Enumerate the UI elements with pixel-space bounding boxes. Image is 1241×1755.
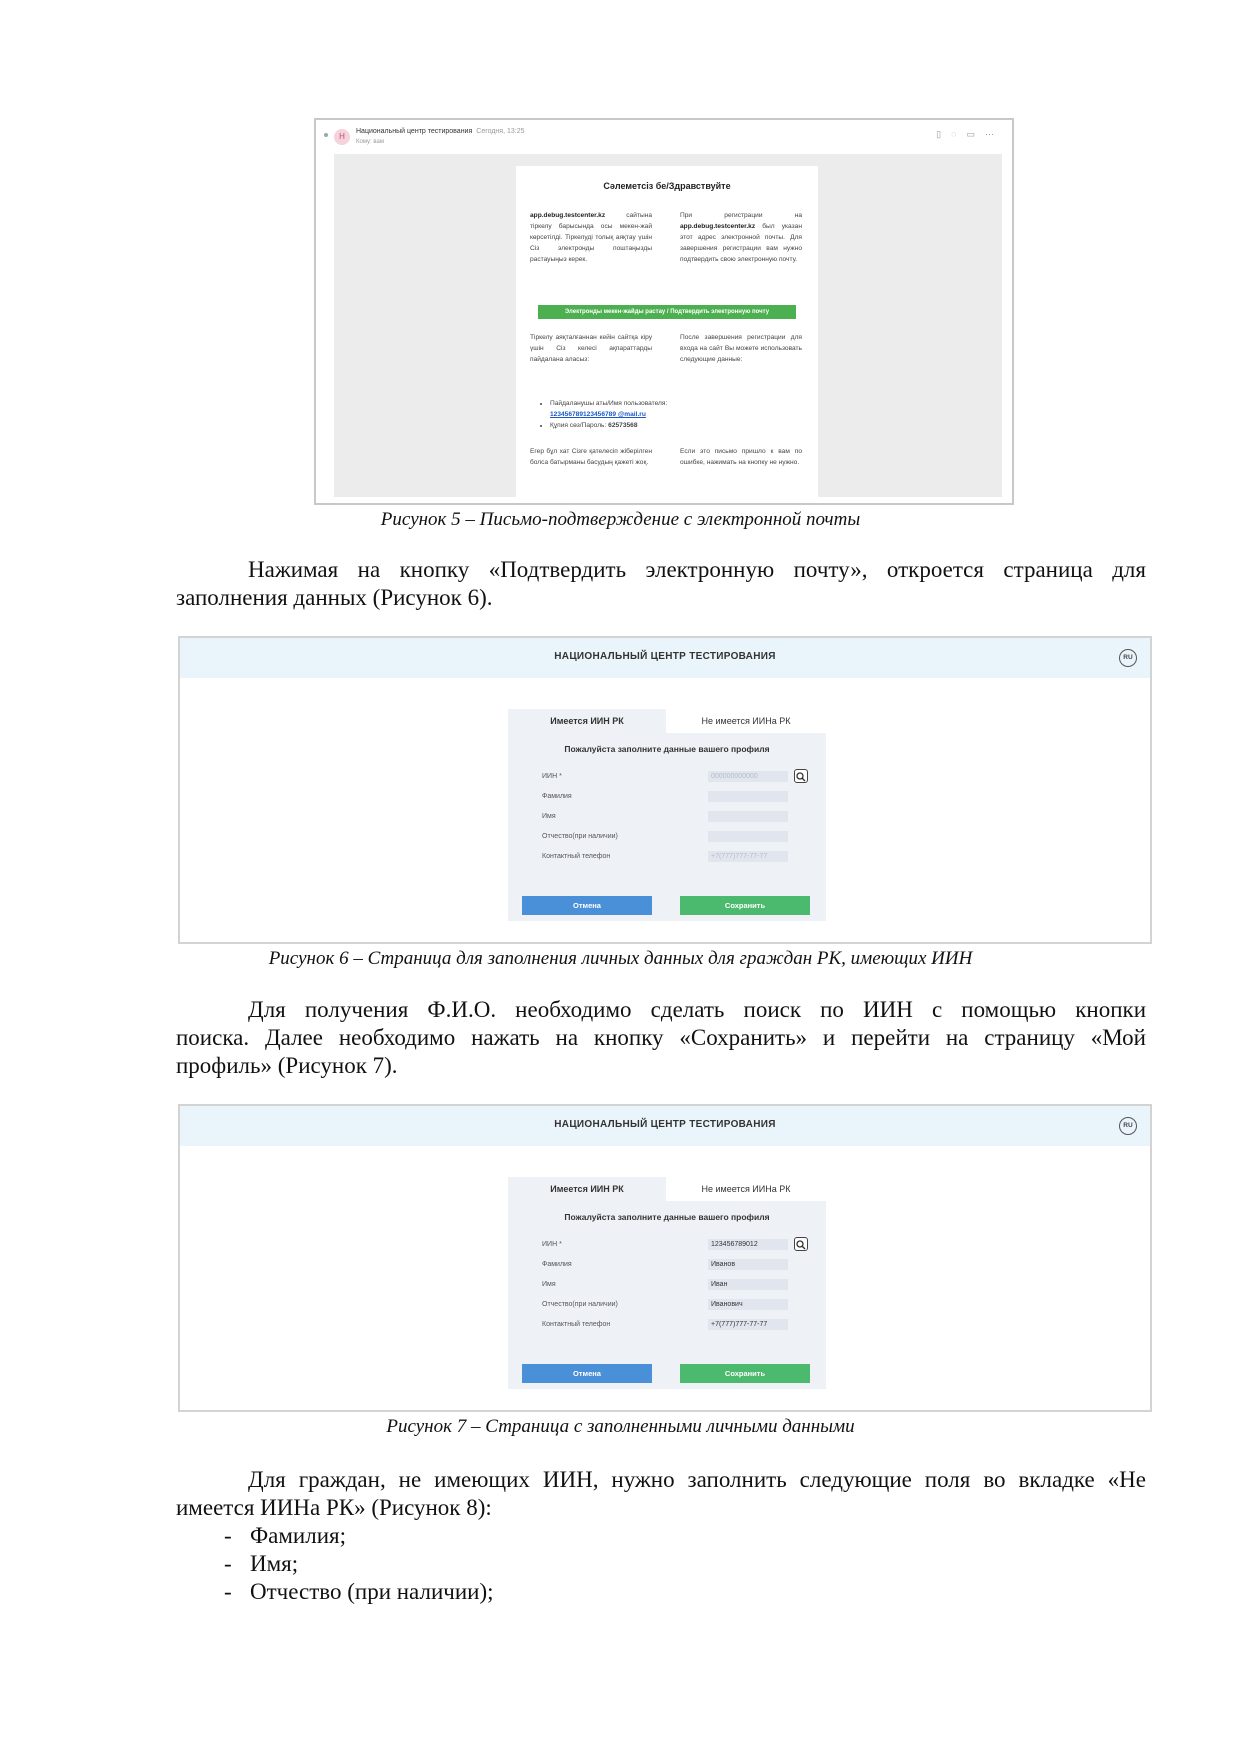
paragraph-2: Для получения Ф.И.О. необходимо сделать поиск по ИИН с помощью кнопки поиска. Далее необходимо нажать на кнопку «Сохранить» и перейти на страницу «Мой профиль» (Рисунок 7). — [176, 997, 1146, 1078]
iin-search-button[interactable] — [794, 1237, 808, 1251]
list-item: - Отчество (при наличии); — [224, 1579, 494, 1604]
save-button[interactable]: Сохранить — [680, 896, 810, 915]
iin-search-button[interactable] — [794, 769, 808, 783]
name-row — [542, 1279, 822, 1293]
surname-label: Фамилия — [542, 793, 572, 800]
name-label: Имя — [542, 813, 556, 820]
name-input[interactable] — [708, 1279, 788, 1290]
kz-site-link: app.debug.testcenter.kz — [530, 212, 606, 219]
iin-input[interactable] — [708, 1239, 788, 1250]
ru-intro-text: При регистрации на app.debug.testcenter.kz был указан этот адрес электронной почты. Для завершения регистрации вам нужно подтвердить свою электронную почту. — [680, 212, 802, 263]
comment-icon[interactable]: ◌ — [951, 129, 967, 139]
figure-7-caption: Рисунок 7 – Страница с заполненными личными данными — [386, 1416, 855, 1437]
patronymic-label: Отчество(при наличии) — [542, 1301, 618, 1308]
ru-after-text: После завершения регистрации для входа на сайт Вы можете использовать следующие данные: — [680, 334, 802, 363]
profile-form — [508, 733, 826, 921]
patronymic-label: Отчество(при наличии) — [542, 833, 618, 840]
paragraph-1: Нажимая на кнопку «Подтвердить электронную почту», откроется страница для заполнения данных (Рисунок 6). — [176, 557, 1146, 610]
name-row — [542, 811, 822, 825]
profile-form — [508, 1201, 826, 1389]
figure-5-email-screenshot — [314, 118, 1014, 505]
archive-icon[interactable]: ▭ — [966, 129, 985, 139]
kz-intro-text: app.debug.testcenter.kz сайтына тіркелу барысында осы мекен-жай көрсетілді. Тіркелуді толық аяқтау үшін Сіз электронды поштаңызды растауыңыз керек. — [530, 212, 652, 263]
credentials-list — [530, 398, 667, 431]
iin-input[interactable] — [708, 771, 788, 782]
phone-label: Контактный телефон — [542, 853, 611, 860]
app-brand: НАЦИОНАЛЬНЫЙ ЦЕНТР ТЕСТИРОВАНИЯ — [554, 1119, 776, 1130]
sender-name: Национальный центр тестирования — [356, 128, 473, 135]
profile-panel — [508, 1177, 826, 1389]
email-toolbar — [936, 129, 1004, 140]
confirm-email-button[interactable]: Электронды мекен-жайды растау / Подтвердить электронную почту — [538, 305, 796, 319]
search-icon — [795, 1239, 807, 1251]
save-button[interactable]: Сохранить — [680, 1364, 810, 1383]
sent-time: Сегодня, 13:25 — [476, 128, 525, 135]
email-greeting: Сәлеметсіз бе/Здравствуйте — [603, 181, 731, 191]
surname-label: Фамилия — [542, 1261, 572, 1268]
figure-6-screenshot — [178, 636, 1152, 944]
name-input[interactable] — [708, 811, 788, 822]
list-item: - Имя; — [224, 1551, 299, 1576]
figure-7-screenshot — [178, 1104, 1152, 1412]
patronymic-row — [542, 1299, 822, 1313]
email-body-background — [334, 154, 1002, 497]
figure-6-caption: Рисунок 6 – Страница для заполнения личных данных для граждан РК, имеющих ИИН — [268, 948, 973, 969]
more-icon[interactable]: ⋯ — [985, 129, 1004, 139]
username-item: • Пайдаланушы аты/Имя пользователя: 123456789123456789 @mail.ru — [550, 398, 667, 420]
surname-row — [542, 791, 822, 805]
search-icon — [795, 771, 807, 783]
app-brand: НАЦИОНАЛЬНЫЙ ЦЕНТР ТЕСТИРОВАНИЯ — [554, 651, 776, 662]
patronymic-input[interactable] — [708, 1299, 788, 1310]
tab-no-iin[interactable]: Не имеется ИИНа РК — [666, 709, 826, 733]
email-sender — [356, 128, 525, 135]
iin-label: ИИН * — [542, 773, 562, 780]
cancel-button[interactable]: Отмена — [522, 1364, 652, 1383]
required-fields-list — [224, 1522, 494, 1606]
email-header — [316, 120, 1012, 154]
kz-after-text: Тіркелу аяқталғаннан кейін сайтқа кіру үшін Сіз келесі ақпараттарды пайдалана аласыз: — [530, 334, 652, 363]
unread-dot-icon — [324, 133, 328, 137]
username-link[interactable]: 123456789123456789 @mail.ru — [550, 411, 646, 418]
list-item: - Фамилия; — [224, 1523, 346, 1548]
email-card — [516, 166, 818, 497]
bookmark-icon[interactable]: ▯ — [936, 129, 952, 139]
iin-label: ИИН * — [542, 1241, 562, 1248]
figure-5-caption: Рисунок 5 – Письмо-подтверждение с электронной почты — [380, 509, 861, 530]
phone-label: Контактный телефон — [542, 1321, 611, 1328]
patronymic-row — [542, 831, 822, 845]
tab-has-iin[interactable]: Имеется ИИН РК — [508, 709, 666, 733]
iin-row — [542, 1239, 822, 1253]
name-label: Имя — [542, 1281, 556, 1288]
ru-site-link: app.debug.testcenter.kz — [680, 223, 756, 230]
password-item: • Құпия сөз/Пароль: 62573568 — [550, 420, 667, 431]
language-switcher[interactable]: RU — [1119, 649, 1137, 667]
form-title: Пожалуйста заполните данные вашего профиля — [564, 744, 770, 754]
phone-row — [542, 851, 822, 865]
sender-avatar: Н — [334, 129, 350, 145]
email-recipient: Кому: вам — [356, 139, 384, 145]
app-header — [180, 1106, 1150, 1146]
language-switcher[interactable]: RU — [1119, 1117, 1137, 1135]
iin-row — [542, 771, 822, 785]
tab-no-iin[interactable]: Не имеется ИИНа РК — [666, 1177, 826, 1201]
tab-has-iin[interactable]: Имеется ИИН РК — [508, 1177, 666, 1201]
ru-footer-text: Если это письмо пришло к вам по ошибке, нажимать на кнопку не нужно. — [680, 448, 802, 466]
cancel-button[interactable]: Отмена — [522, 896, 652, 915]
paragraph-3: Для граждан, не имеющих ИИН, нужно заполнить следующие поля во вкладке «Не имеется ИИНа РК» (Рисунок 8): — [176, 1467, 1146, 1520]
surname-input[interactable] — [708, 791, 788, 802]
surname-input[interactable] — [708, 1259, 788, 1270]
phone-input[interactable] — [708, 1319, 788, 1330]
surname-row — [542, 1259, 822, 1273]
form-title: Пожалуйста заполните данные вашего профиля — [564, 1212, 770, 1222]
patronymic-input[interactable] — [708, 831, 788, 842]
phone-input[interactable] — [708, 851, 788, 862]
phone-row — [542, 1319, 822, 1333]
profile-panel — [508, 709, 826, 921]
kz-footer-text: Егер бұл хат Сізге қателесіп жіберілген болса батырманы басудың қажеті жоқ. — [530, 448, 652, 466]
app-header — [180, 638, 1150, 678]
